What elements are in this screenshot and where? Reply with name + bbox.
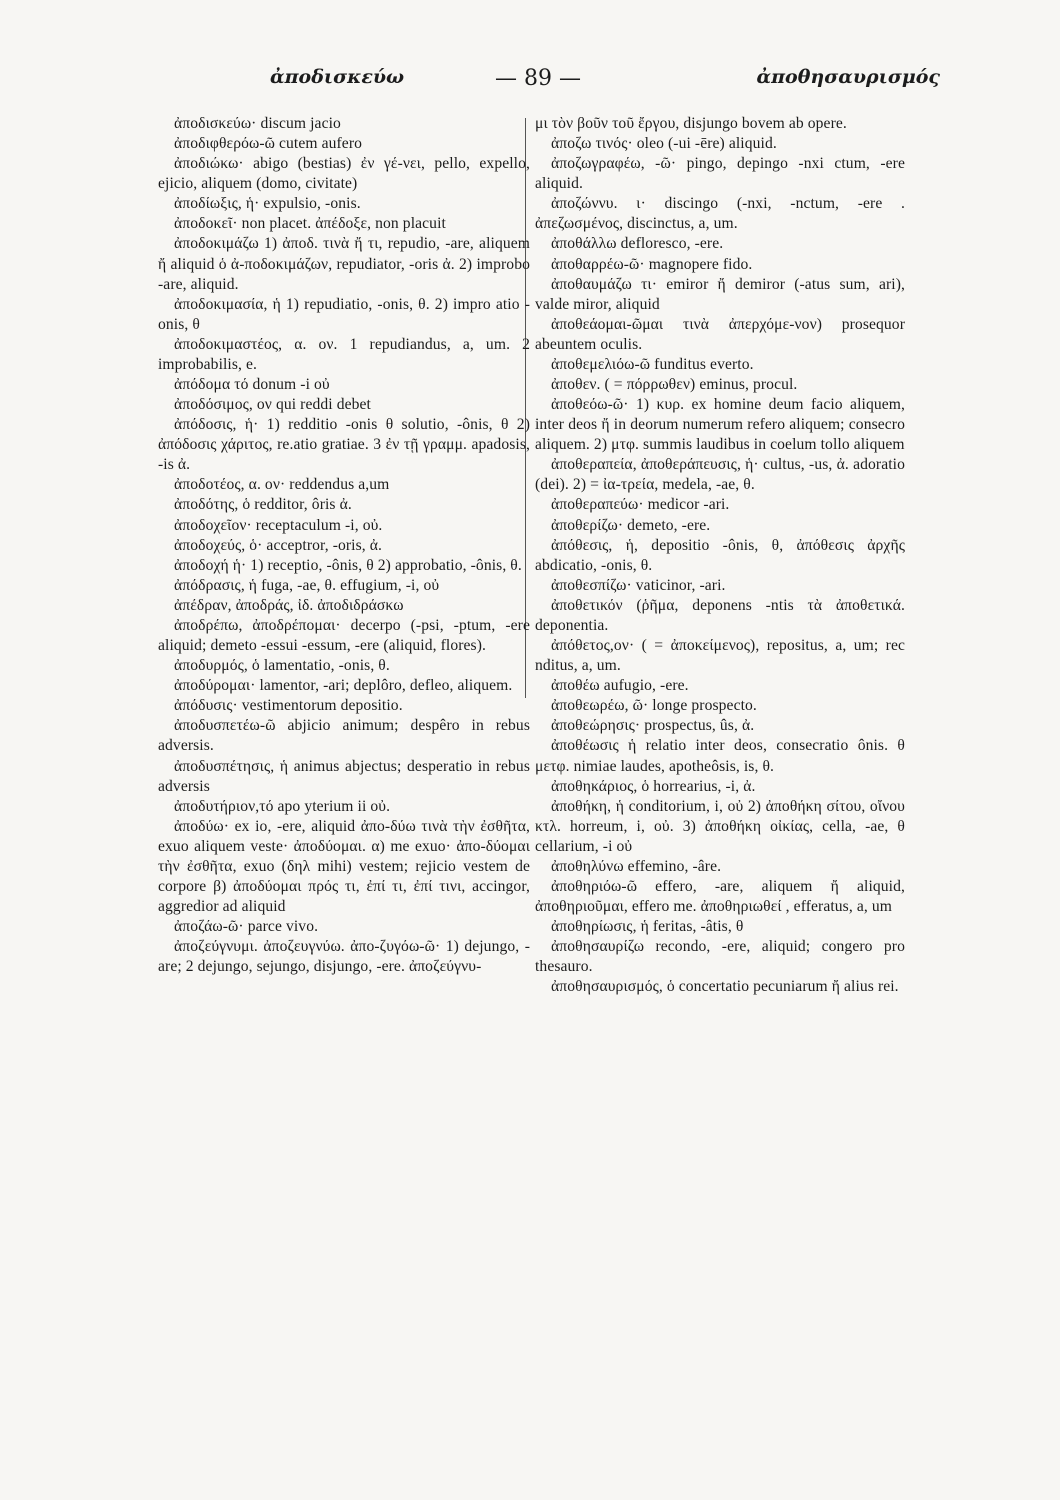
page-number: — 89 — xyxy=(495,66,581,91)
dictionary-entry: ἀπόδομα τό donum -i οὐ xyxy=(174,376,330,394)
dictionary-entry: ἀποθεόω-ῶ· 1) κυρ. ex homine deum facio aliquem, inter deos ἤ in deorum numerum refero aliquem; consecro aliquem. 2) μτφ. summis laudibus in coelum tollo aliquem xyxy=(535,396,905,454)
dictionary-entry: ἀποδυρμός, ὁ lamentatio, -onis, θ. xyxy=(174,657,390,675)
dictionary-entry: ἀποζωγραφέω, -ῶ· pingo, depingo -nxi ctum, -ere aliquid. xyxy=(535,155,905,193)
dictionary-entry: ἀποζώννυ. ι· discingo (-nxi, -nctum, -ere . ἀπεζωσμένος, discinctus, a, um. xyxy=(535,195,905,233)
left-column xyxy=(158,114,530,977)
dictionary-entry: ἀποδοκιμάζω 1) ἀποδ. τινὰ ἤ τι, repudio, -are, aliquem ἤ aliquid ὁ ἀ-ποδοκιμάζων, repudiator, -oris ἀ. 2) improbo -are, aliquid. xyxy=(158,235,530,293)
dictionary-entry: ἀποδοτέος, α. ον· reddendus a,um xyxy=(174,476,390,494)
dictionary-entry: ἀποθαυμάζω τι· emiror ἤ demiror (-atus sum, ari), valde miror, aliquid xyxy=(535,275,905,313)
page-header xyxy=(150,66,940,98)
dictionary-entry: ἀποθερίζω· demeto, -ere. xyxy=(551,516,711,534)
dictionary-entry: ἀποδυσπετέω-ῶ abjicio animum; despêro in rebus adversis. xyxy=(158,717,530,755)
dictionary-entry: μι τὸν βοῦν τοῦ ἔργου, disjungo bovem ab opere. xyxy=(535,115,847,132)
dictionary-entry: ἀποδύρομαι· lamentor, -ari; deplôro, defleo, aliquem. xyxy=(174,677,513,695)
dictionary-entry: ἀποθαρρέω-ῶ· magnopere fido. xyxy=(551,255,753,273)
dictionary-entry: ἀποθάλλω defloresco, -ere. xyxy=(551,235,724,253)
dictionary-entry: ἀποθεώρησις· prospectus, ûs, ἀ. xyxy=(551,717,755,735)
dictionary-entry: ἀποδοχή ἡ· 1) receptio, -ônis, θ 2) approbatio, -ônis, θ. xyxy=(174,556,522,574)
dictionary-entry: ἀποθεάομαι-ῶμαι τινὰ ἀπερχόμε-νον) prosequor abeuntem oculis. xyxy=(535,315,905,353)
dictionary-entry: ἀποθέω aufugio, -ere. xyxy=(551,677,689,695)
dictionary-entry: ἀποζω τινός· oleo (-ui -ēre) aliquid. xyxy=(551,135,777,153)
dictionary-entry: ἀποθέωσις ἡ relatio inter deos, consecratio ônis. θ μετφ. nimiae laudes, apotheôsis, is, θ. xyxy=(535,737,905,775)
dictionary-entry: ἀποζάω-ῶ· parce vivo. xyxy=(174,918,319,936)
dictionary-entry: ἀποδόσιμος, ον qui reddi debet xyxy=(174,396,371,414)
dictionary-entry: ἀπόδυσις· vestimentorum depositio. xyxy=(174,697,403,715)
dictionary-entry: ἀποθησαυρίζω recondo, -ere, aliquid; congero pro thesauro. xyxy=(535,938,905,976)
dictionary-entry: ἀποθετικόν (ῥῆμα, deponens -ntis τὰ ἀποθετικά. deponentia. xyxy=(535,596,905,634)
dictionary-entry: ἀποθεν. ( = πόρρωθεν) eminus, procul. xyxy=(551,376,798,394)
dictionary-entry: ἀπέδραν, ἀποδράς, ἰδ. ἀποδιδράσκω xyxy=(174,596,404,614)
dictionary-entry: ἀποδοκιμασία, ἡ 1) repudiatio, -onis, θ. 2) impro atio -onis, θ xyxy=(158,295,530,333)
dictionary-entry: ἀποδοχεῖον· receptaculum -i, οὐ. xyxy=(174,516,383,534)
dictionary-entry: ἀποζεύγνυμι. ἀποζευγνύω. ἀπο-ζυγόω-ῶ· 1) dejungo, -are; 2 dejungo, sejungo, disjungo, -ere. ἀποζεύγνυ- xyxy=(158,938,530,976)
dictionary-entry: ἀποδύω· ex io, -ere, aliquid ἀπο-δύω τινὰ τὴν ἐσθῆτα, exuo aliquem veste· ἀποδύομαι. α) me exuo· ἀπο-δύομαι τὴν ἐσθῆτα, exuo (δηλ mihi) vestem; rejicio vestem de corpore β) ἀποδύομαι πρός τι, ἐπί τι, ἐπί τινι, accingor, aggredior ad aliquid xyxy=(158,817,530,916)
dictionary-entry: ἀποθησαυρισμός, ὁ concertatio pecuniarum ἤ alius rei. xyxy=(551,978,899,996)
dictionary-entry: ἀποδυτήριον,τό apo yterium ii οὐ. xyxy=(174,797,391,815)
dictionary-entry: ἀποδοκεῖ· non placet. ἀπέδοξε, non placuit xyxy=(174,215,446,233)
dictionary-entry: ἀποθεραπεία, ἀποθεράπευσις, ἡ· cultus, -us, ἀ. adoratio (dei). 2) = ἰα-τρεία, medela, -ae, θ. xyxy=(535,456,905,494)
dictionary-entry: ἀποδότης, ὁ redditor, ôris ἀ. xyxy=(174,496,352,514)
dictionary-entry: ἀποδιφθερόω-ῶ cutem aufero xyxy=(174,135,363,153)
dictionary-entry: ἀποθεραπεύω· medicor -ari. xyxy=(551,496,730,514)
dictionary-entry: ἀποδοκιμαστέος, α. ον. 1 repudiandus, a, um. 2 improbabilis, e. xyxy=(158,335,530,373)
dictionary-entry: ἀποδρέπω, ἀποδρέπομαι· decerpo (-psi, -ptum, -ere aliquid; demeto -essui -essum, -ere (aliquid, flores). xyxy=(158,616,530,655)
left-running-headword: ἀποδισκεύω xyxy=(270,66,405,88)
dictionary-entry: ἀποδοχεύς, ὁ· acceptror, -oris, ἀ. xyxy=(174,536,383,554)
dictionary-entry: ἀπόδρασις, ἡ fuga, -ae, θ. effugium, -i, οὐ xyxy=(174,576,440,594)
dictionary-entry: ἀποδισκεύω· discum jacio xyxy=(174,115,341,132)
dictionary-entry: ἀπόθετος,ον· ( = ἀποκείμενος), repositus, a, um; rec nditus, a, um. xyxy=(535,637,905,675)
dictionary-entry: ἀποθηρίωσις, ἡ feritas, -âtis, θ xyxy=(551,918,744,936)
dictionary-entry: ἀποδίωξις, ἡ· expulsio, -onis. xyxy=(174,195,361,213)
dictionary-entry: ἀπόθεσις, ἡ, depositio -ônis, θ, ἀπόθεσις ἀρχῆς abdicatio, -onis, θ. xyxy=(535,536,905,574)
right-running-headword: ἀποθησαυρισμός xyxy=(756,66,940,88)
dictionary-entry: ἀποθηριόω-ῶ effero, -are, aliquem ἤ aliquid, ἀποθηριοῦμαι, effero me. ἀποθηριωθεί , efferatus, a, um xyxy=(535,877,905,916)
dictionary-entry: ἀποδιώκω· abigo (bestias) ἐν γέ-νει, pello, expello, ejicio, aliquem (domo, civitate) xyxy=(158,155,530,193)
dictionary-entry: ἀποθεσπίζω· vaticinor, -ari. xyxy=(551,576,726,594)
dictionary-entry: ἀποθηκάριος, ὁ horrearius, -i, ἀ. xyxy=(551,777,756,795)
dictionary-entry: ἀποθήκη, ἡ conditorium, i, οὐ 2) ἀποθήκη σίτου, οἴνου κτλ. horreum, i, οὐ. 3) ἀποθήκη οἰκίας, cella, -ae, θ cellarium, -i οὐ xyxy=(535,797,905,855)
dictionary-entry: ἀπόδοσις, ἡ· 1) redditio -onis θ solutio, -ônis, θ 2) ἀπόδοσις χάριτος, re.atio gratiae. 3 ἐν τῇ γραμμ. apadosis, -is ἀ. xyxy=(158,416,530,474)
right-column xyxy=(535,114,905,997)
dictionary-entry: ἀποδυσπέτησις, ἡ animus abjectus; desperatio in rebus adversis xyxy=(158,757,530,795)
dictionary-entry: ἀποθεμελιόω-ῶ funditus everto. xyxy=(551,355,754,373)
dictionary-entry: ἀποθηλύνω effemino, -âre. xyxy=(551,857,722,875)
dictionary-entry: ἀποθεωρέω, ῶ· longe prospecto. xyxy=(551,697,757,715)
